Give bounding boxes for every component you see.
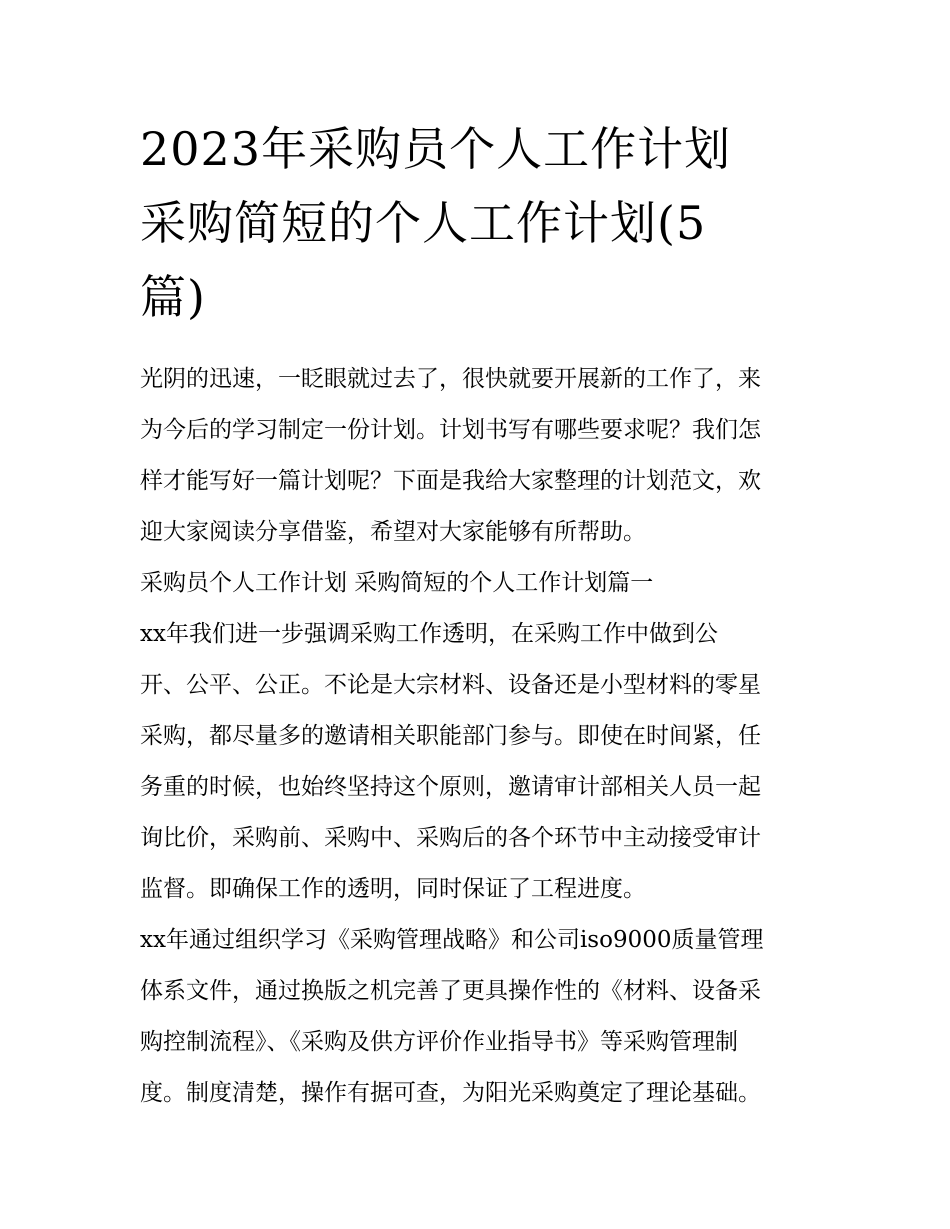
body-line: 购控制流程》、《采购及供方评价作业指导书》等采购管理制 xyxy=(140,1029,738,1055)
body-line: 采购，都尽量多的邀请相关职能部门参与。即使在时间紧，任 xyxy=(140,723,761,749)
document-body xyxy=(140,354,815,1119)
body-line: 体系文件，通过换版之机完善了更具操作性的《材料、设备采 xyxy=(140,978,761,1004)
title-line-3: 篇) xyxy=(140,270,206,324)
title-line-2: 采购简短的个人工作计划(5 xyxy=(140,196,707,250)
body-line: 光阴的迅速，一眨眼就过去了，很快就要开展新的工作了，来 xyxy=(140,366,761,392)
body-line: 监督。即确保工作的透明，同时保证了工程进度。 xyxy=(140,876,646,902)
title-line-1: 2023年采购员个人工作计划 xyxy=(140,122,732,176)
body-line: xx年我们进一步强调采购工作透明，在采购工作中做到公 xyxy=(140,621,718,647)
body-line: 务重的时候，也始终坚持这个原则，邀请审计部相关人员一起 xyxy=(140,774,761,800)
body-line: 度。制度清楚，操作有据可查，为阳光采购奠定了理论基础。 xyxy=(140,1080,761,1106)
section-heading: 采购员个人工作计划 采购简短的个人工作计划篇一 xyxy=(140,570,654,596)
body-line: 开、公平、公正。不论是大宗材料、设备还是小型材料的零星 xyxy=(140,672,761,698)
body-line: 为今后的学习制定一份计划。计划书写有哪些要求呢？我们怎 xyxy=(140,417,761,443)
body-line: 样才能写好一篇计划呢？下面是我给大家整理的计划范文，欢 xyxy=(140,468,761,494)
document-title xyxy=(140,112,820,334)
body-line: 询比价，采购前、采购中、采购后的各个环节中主动接受审计 xyxy=(140,825,761,851)
body-line: xx年通过组织学习《采购管理战略》和公司iso9000质量管理 xyxy=(140,927,764,953)
body-line: 迎大家阅读分享借鉴，希望对大家能够有所帮助。 xyxy=(140,519,646,545)
